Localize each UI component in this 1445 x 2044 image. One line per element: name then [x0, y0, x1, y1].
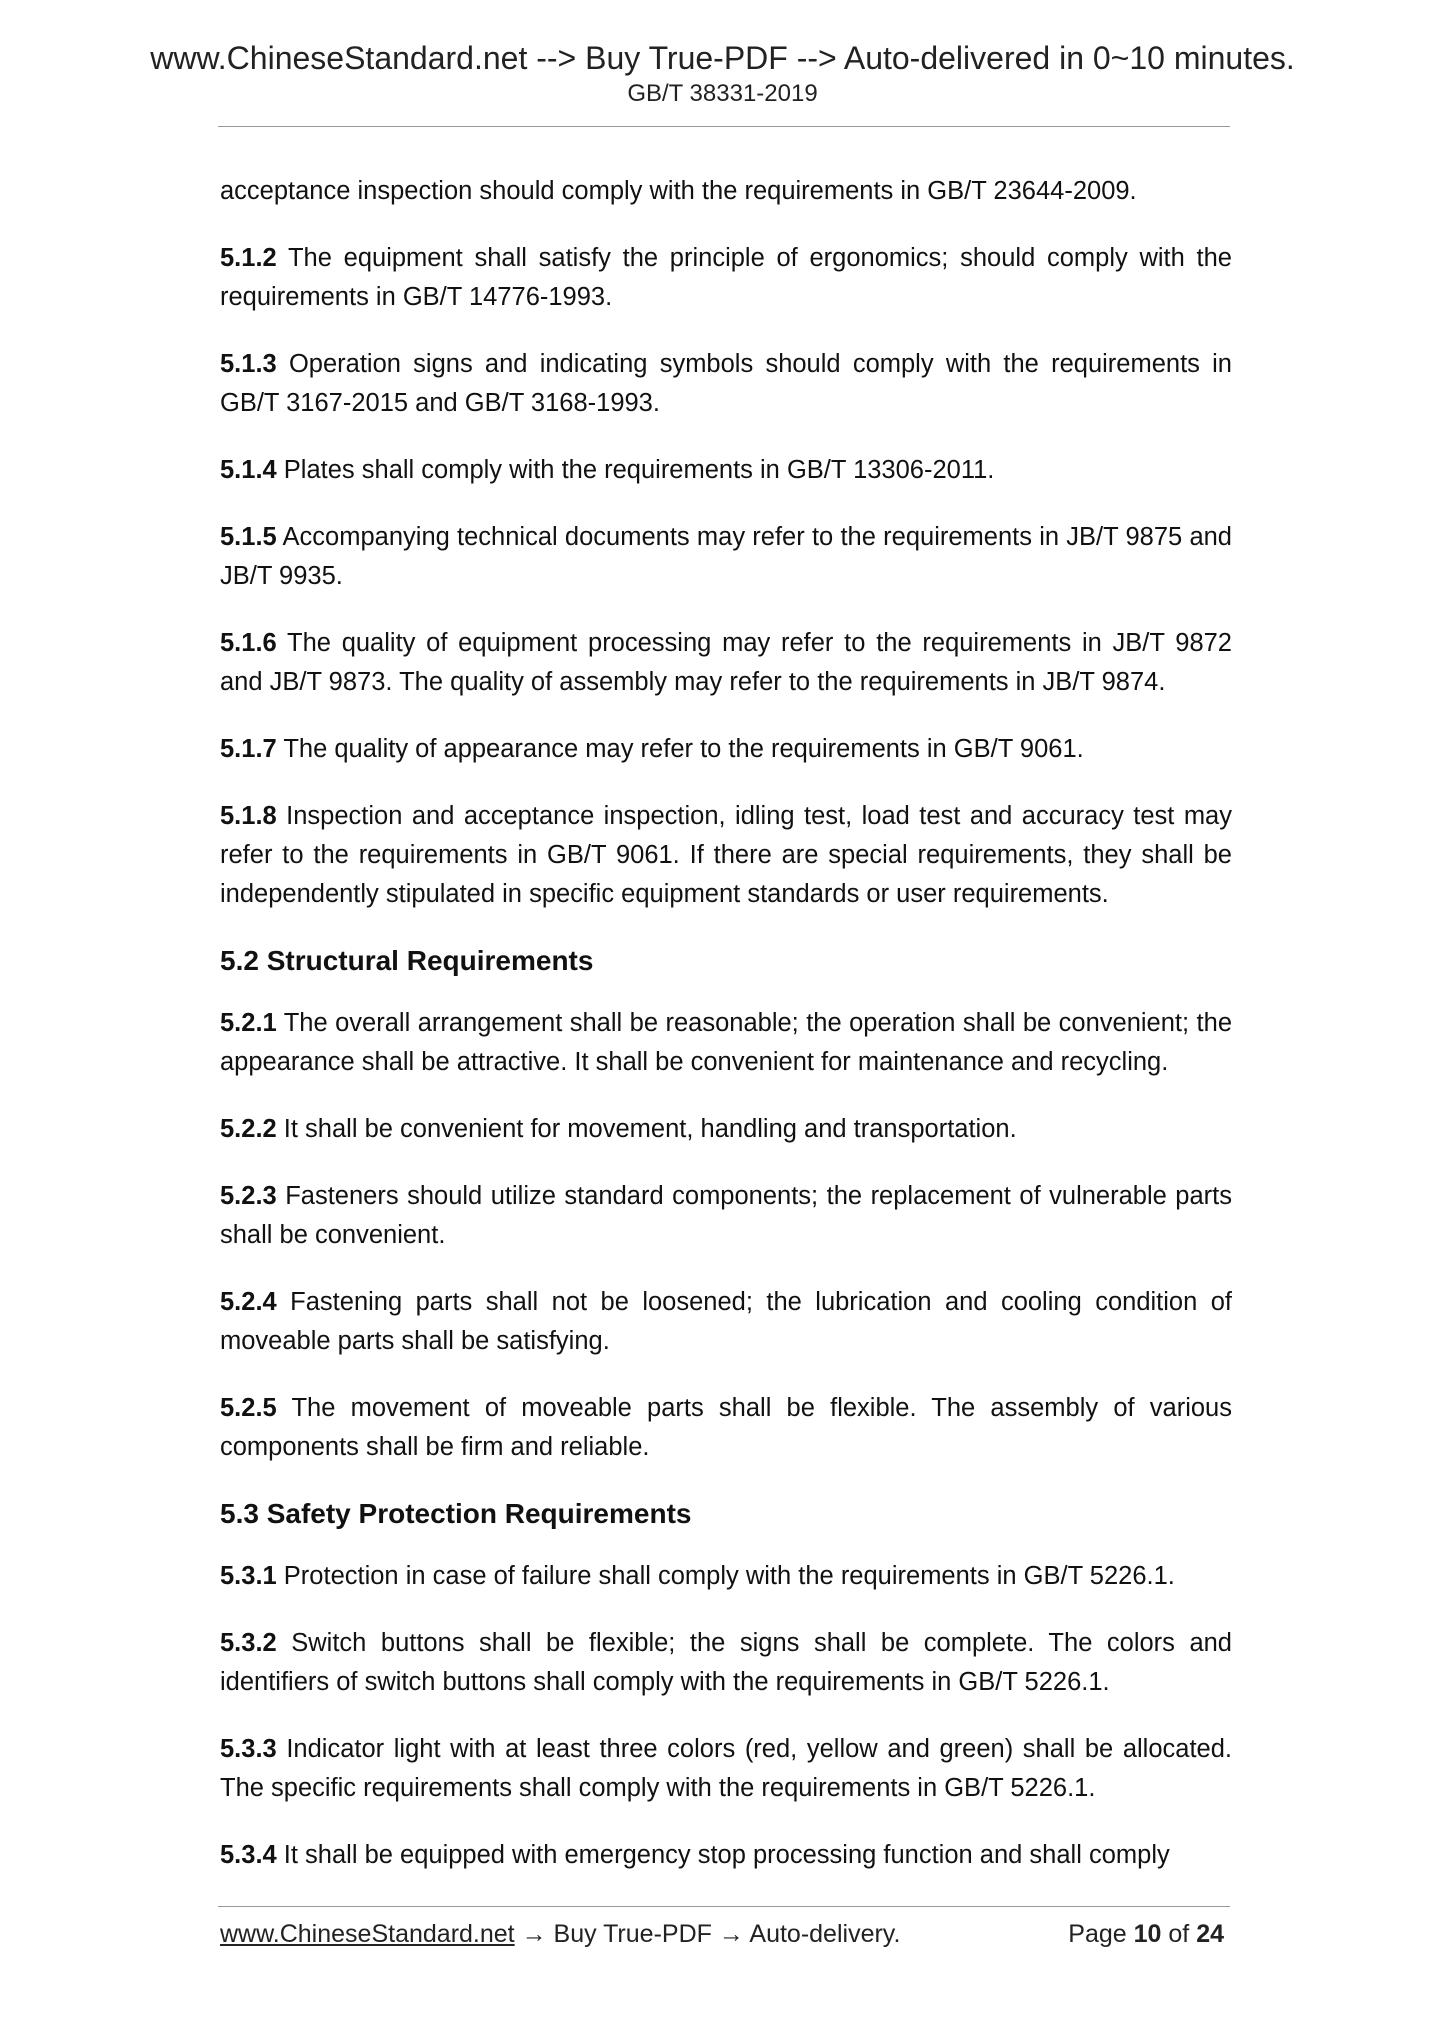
- clause-text: The overall arrangement shall be reasonable; the operation shall be convenient; the appearance shall be attractive. It shall be convenient for maintenance and recycling.: [220, 1009, 1232, 1076]
- section-heading-5-2: 5.2 Structural Requirements: [220, 945, 594, 976]
- clause-number: 5.1.4: [220, 456, 277, 484]
- document-id: GB/T 38331-2019: [627, 80, 818, 107]
- clause-text: The equipment shall satisfy the principle of ergonomics; should comply with the requirements in GB/T 14776-1993.: [220, 244, 1232, 311]
- clause-number: 5.3.3: [220, 1735, 277, 1763]
- page-number: 10: [1133, 1920, 1162, 1948]
- footer-promo-text: → Buy True-PDF → Auto-delivery.: [514, 1920, 901, 1948]
- clause-text: Indicator light with at least three colors (red, yellow and green) shall be allocated. The specific requirements shall comply with the requirements in GB/T 5226.1.: [220, 1735, 1232, 1802]
- clause-number: 5.1.8: [220, 802, 277, 830]
- clause-5-2-4: [220, 1283, 1232, 1361]
- clause-5-2-3: [220, 1177, 1232, 1255]
- clause-5-3-1: [220, 1557, 1232, 1596]
- clause-number: 5.1.2: [220, 244, 277, 272]
- site-banner: www.ChineseStandard.net --> Buy True-PDF --> Auto-delivered in 0~10 minutes.: [150, 40, 1295, 76]
- clause-number: 5.2.5: [220, 1394, 277, 1422]
- clause-number: 5.2.3: [220, 1182, 277, 1210]
- clause-text: Fastening parts shall not be loosened; the lubrication and cooling condition of moveable parts shall be satisfying.: [220, 1288, 1232, 1355]
- clause-5-2-5: [220, 1389, 1232, 1467]
- clause-text: Inspection and acceptance inspection, idling test, load test and accuracy test may refer to the requirements in GB/T 9061. If there are special requirements, they shall be independently stipulated in specific equipment standards or user requirements.: [220, 802, 1232, 908]
- clause-number: 5.2.1: [220, 1009, 277, 1037]
- clause-text: The movement of moveable parts shall be flexible. The assembly of various components shall be firm and reliable.: [220, 1394, 1232, 1461]
- clause-5-3-2: [220, 1624, 1232, 1702]
- clause-text: The quality of equipment processing may refer to the requirements in JB/T 9872 and JB/T 9873. The quality of assembly may refer to the requirements in JB/T 9874.: [220, 629, 1232, 696]
- clause-number: 5.3.2: [220, 1629, 277, 1657]
- clause-5-1-8: [220, 797, 1232, 914]
- section-heading-5-3: 5.3 Safety Protection Requirements: [220, 1498, 692, 1529]
- clause-number: 5.1.3: [220, 350, 277, 378]
- intro-paragraph: acceptance inspection should comply with the requirements in GB/T 23644-2009.: [220, 177, 1137, 205]
- clause-5-1-6: [220, 624, 1232, 702]
- clause-text: It shall be equipped with emergency stop processing function and shall comply: [276, 1841, 1170, 1869]
- page-content: [220, 172, 1232, 1903]
- clause-text: Operation signs and indicating symbols should comply with the requirements in GB/T 3167-2015 and GB/T 3168-1993.: [220, 350, 1232, 417]
- clause-text: Accompanying technical documents may refer to the requirements in JB/T 9875 and JB/T 9935.: [220, 523, 1232, 590]
- footer-divider: [218, 1906, 1230, 1907]
- page-label: Page: [1068, 1920, 1134, 1948]
- clause-5-1-5: [220, 518, 1232, 596]
- footer-site-link[interactable]: www.ChineseStandard.net: [220, 1920, 515, 1948]
- clause-text: Switch buttons shall be flexible; the signs shall be complete. The colors and identifiers of switch buttons shall comply with the requirements in GB/T 5226.1.: [220, 1629, 1232, 1696]
- clause-5-3-4: [220, 1836, 1232, 1875]
- clause-5-1-2: [220, 239, 1232, 317]
- of-label: of: [1161, 1920, 1197, 1948]
- clause-5-1-3: [220, 345, 1232, 423]
- clause-text: Plates shall comply with the requirements in GB/T 13306-2011.: [276, 456, 995, 484]
- clause-5-2-1: [220, 1004, 1232, 1082]
- clause-number: 5.3.4: [220, 1841, 277, 1869]
- clause-number: 5.1.5: [220, 523, 277, 551]
- clause-5-1-7: [220, 730, 1232, 769]
- clause-text: The quality of appearance may refer to the requirements in GB/T 9061.: [276, 735, 1084, 763]
- footer-promo: [220, 1920, 900, 1949]
- page-total: 24: [1196, 1920, 1224, 1948]
- page-indicator: [1068, 1920, 1224, 1949]
- clause-text: It shall be convenient for movement, handling and transportation.: [276, 1115, 1017, 1143]
- clause-number: 5.3.1: [220, 1562, 277, 1590]
- clause-5-1-4: [220, 451, 1232, 490]
- clause-number: 5.1.6: [220, 629, 277, 657]
- clause-text: Fasteners should utilize standard components; the replacement of vulnerable parts shall be convenient.: [220, 1182, 1232, 1249]
- clause-text: Protection in case of failure shall comply with the requirements in GB/T 5226.1.: [276, 1562, 1175, 1590]
- clause-number: 5.1.7: [220, 735, 277, 763]
- clause-5-2-2: [220, 1110, 1232, 1149]
- clause-5-3-3: [220, 1730, 1232, 1808]
- header-divider: [218, 126, 1230, 127]
- clause-number: 5.2.2: [220, 1115, 277, 1143]
- clause-number: 5.2.4: [220, 1288, 277, 1316]
